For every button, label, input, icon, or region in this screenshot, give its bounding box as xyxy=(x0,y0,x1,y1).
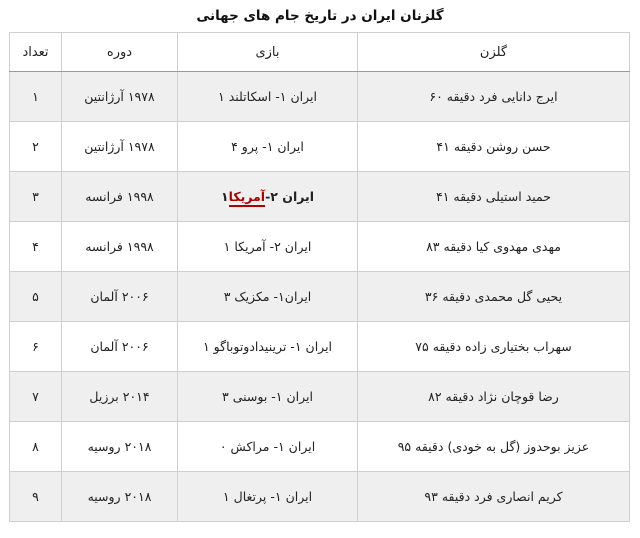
cell-count: ۳ xyxy=(10,172,62,222)
cell-scorer: رضا قوچان نژاد دقیقه ۸۲ xyxy=(358,372,630,422)
cell-count: ۴ xyxy=(10,222,62,272)
table-header-row xyxy=(10,33,630,72)
cell-event: ۱۹۹۸ فرانسه xyxy=(62,222,178,272)
cell-match xyxy=(178,172,358,222)
cell-count: ۶ xyxy=(10,322,62,372)
cell-count: ۵ xyxy=(10,272,62,322)
table-row xyxy=(10,272,630,322)
cell-match: ایران ۱- پرو ۴ xyxy=(178,122,358,172)
table-row xyxy=(10,72,630,122)
column-header-count: تعداد xyxy=(10,33,62,72)
table-row xyxy=(10,322,630,372)
table-row xyxy=(10,372,630,422)
table-row xyxy=(10,222,630,272)
cell-scorer: عزیز بوحدوز (گل به خودی) دقیقه ۹۵ xyxy=(358,422,630,472)
cell-event: ۱۹۹۸ فرانسه xyxy=(62,172,178,222)
cell-match: ایران ۱- پرتغال ۱ xyxy=(178,472,358,522)
table-row-highlighted xyxy=(10,172,630,222)
cell-event: ۱۹۷۸ آرژانتین xyxy=(62,72,178,122)
cell-count: ۹ xyxy=(10,472,62,522)
cell-match: ایران ۱- اسکاتلند ۱ xyxy=(178,72,358,122)
cell-count: ۷ xyxy=(10,372,62,422)
cell-event: ۲۰۰۶ آلمان xyxy=(62,322,178,372)
cell-count: ۱ xyxy=(10,72,62,122)
page-title: گلزنان ایران در تاریخ جام های جهانی xyxy=(196,8,444,24)
match-suffix: ۱ xyxy=(220,189,229,204)
column-header-event: دوره xyxy=(62,33,178,72)
cell-match: ایران ۱- ترینیدادوتوباگو ۱ xyxy=(178,322,358,372)
cell-match: ایران ۱- بوسنی ۳ xyxy=(178,372,358,422)
cell-scorer: یحیی گل محمدی دقیقه ۳۶ xyxy=(358,272,630,322)
cell-count: ۸ xyxy=(10,422,62,472)
column-header-match: بازی xyxy=(178,33,358,72)
cell-scorer: کریم انصاری فرد دقیقه ۹۳ xyxy=(358,472,630,522)
cell-event: ۲۰۰۶ آلمان xyxy=(62,272,178,322)
cell-match: ایران ۱- مراکش ۰ xyxy=(178,422,358,472)
match-opponent-highlight: آمریکا xyxy=(229,189,265,207)
cell-scorer: مهدی مهدوی کیا دقیقه ۸۳ xyxy=(358,222,630,272)
table-row xyxy=(10,122,630,172)
table-header xyxy=(10,33,630,72)
cell-scorer: ایرج دانایی فرد دقیقه ۶۰ xyxy=(358,72,630,122)
match-prefix: ایران ۲- xyxy=(265,189,314,204)
cell-event: ۱۹۷۸ آرژانتین xyxy=(62,122,178,172)
cell-event: ۲۰۱۴ برزیل xyxy=(62,372,178,422)
column-header-scorer: گلزن xyxy=(358,33,630,72)
cell-match: ایران ۲- آمریکا ۱ xyxy=(178,222,358,272)
cell-count: ۲ xyxy=(10,122,62,172)
cell-scorer: حسن روشن دقیقه ۴۱ xyxy=(358,122,630,172)
world-cup-scorers-table xyxy=(9,32,630,522)
table-body xyxy=(10,72,630,522)
cell-match: ایران۱- مکزیک ۳ xyxy=(178,272,358,322)
table-row xyxy=(10,472,630,522)
cell-event: ۲۰۱۸ روسیه xyxy=(62,472,178,522)
table-row xyxy=(10,422,630,472)
cell-scorer: حمید استیلی دقیقه ۴۱ xyxy=(358,172,630,222)
cell-scorer: سهراب بختیاری زاده دقیقه ۷۵ xyxy=(358,322,630,372)
cell-event: ۲۰۱۸ روسیه xyxy=(62,422,178,472)
